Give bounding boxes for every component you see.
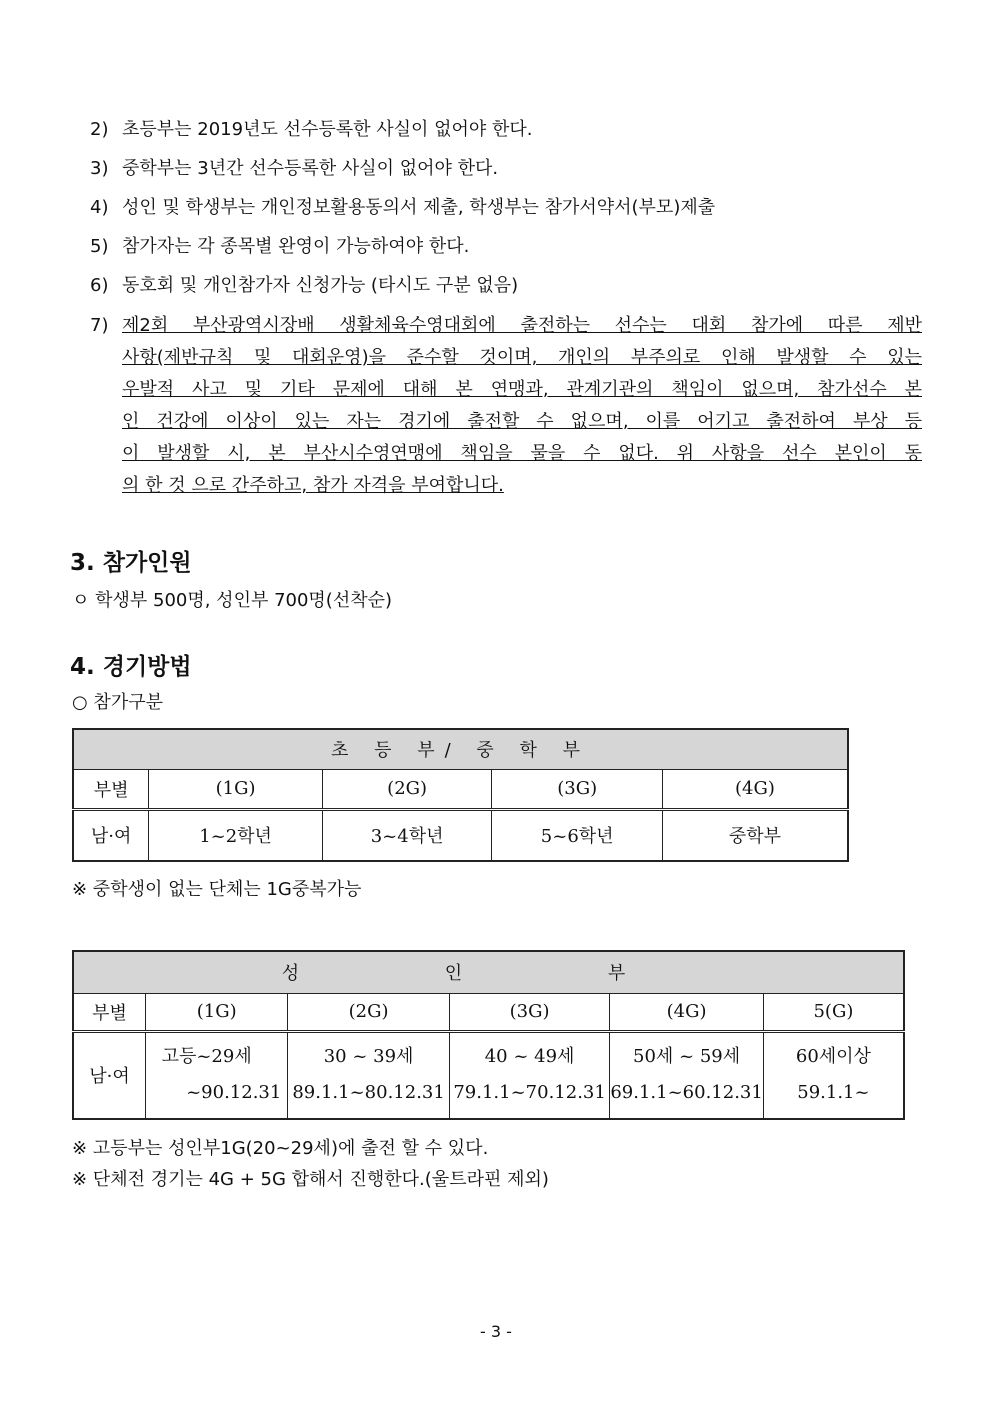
table-header-cell: 부별 [73,993,145,1031]
participants-line: ㅇ 학생부 500명, 성인부 700명(선착순) [72,590,393,611]
adult-note-2: ※ 단체전 경기는 4G + 5G 합해서 진행한다.(울트라핀 제외) [72,1169,549,1190]
rule-text: 성인 및 학생부는 개인정보활용동의서 제출, 학생부는 참가서약서(부모)제출 [122,197,716,218]
rule-number: 7) [90,315,109,336]
birth-range: ~90.12.31 [186,1082,282,1104]
paragraph-line: 의 한 것 으로 간주하고, 참가 자격을 부여합니다. [122,475,504,496]
table-cell: 중학부 [662,809,848,861]
category-subtitle: ○ 참가구분 [72,692,163,713]
rule-number: 6) [90,275,109,296]
age-cell [610,1031,764,1119]
age-cell [145,1031,287,1119]
paragraph-line: 사항(제반규칙 및 대회운영)을 준수할 것이며, 개인의 부주의로 인해 발생할 수 있는 [122,347,922,368]
rule-text: 중학부는 3년간 선수등록한 사실이 없어야 한다. [122,158,499,179]
youth-division-table [72,728,849,862]
age-range: 고등~29세 [161,1046,252,1068]
page-number: - 3 - [480,1322,512,1341]
table-header-cell: (2G) [288,993,449,1031]
rule-text: 참가자는 각 종목별 완영이 가능하여야 한다. [122,236,470,257]
table-cell: 남·여 [73,1031,145,1119]
rule-item-3 [90,154,925,184]
table-title: 성 인 부 [73,951,904,993]
adult-note-1: ※ 고등부는 성인부1G(20~29세)에 출전 할 수 있다. [72,1138,489,1159]
table-header-cell: (3G) [449,993,610,1031]
table-header-cell: (3G) [492,769,663,809]
table-header-cell: (4G) [610,993,764,1031]
rule-number: 2) [90,119,109,140]
table-header-cell: (2G) [322,769,492,809]
table-header-cell: (4G) [662,769,848,809]
birth-range: 59.1.1~ [797,1082,870,1104]
age-range: 50세 ~ 59세 [633,1046,741,1068]
birth-range: 79.1.1~70.12.31 [453,1082,606,1104]
section-3-heading: 3. 참가인원 [70,550,192,576]
table-header-cell: (1G) [149,769,323,809]
rule-item-6 [90,271,925,301]
age-cell [763,1031,904,1119]
rule-number: 3) [90,158,109,179]
adult-division-table [72,950,905,1120]
table-header-cell: (1G) [145,993,287,1031]
birth-range: 89.1.1~80.12.31 [292,1082,445,1104]
age-range: 30 ~ 39세 [323,1046,414,1068]
paragraph-line: 인 건강에 이상이 있는 자는 경기에 출전할 수 없으며, 이를 어기고 출전하여 부상 등 [122,411,922,432]
rule-item-2 [90,115,925,145]
table-header-cell: 5(G) [763,993,904,1031]
paragraph-line: 제2회 부산광역시장배 생활체육수영대회에 출전하는 선수는 대회 참가에 따른 제반 [122,315,922,336]
rule-text: 초등부는 2019년도 선수등록한 사실이 없어야 한다. [122,119,533,140]
birth-range: 69.1.1~60.12.31 [610,1082,763,1104]
age-range: 60세이상 [795,1046,871,1068]
age-cell [288,1031,449,1119]
table-header-cell: 부별 [73,769,149,809]
rule-item-5 [90,232,925,262]
rule-number: 4) [90,197,109,218]
table-title: 초 등 부/ 중 학 부 [73,729,848,769]
paragraph-line: 우발적 사고 및 기타 문제에 대해 본 연맹과, 관계기관의 책임이 없으며, 참가선수 본 [122,379,922,400]
rule-number: 5) [90,236,109,257]
age-range: 40 ~ 49세 [484,1046,575,1068]
age-cell [449,1031,610,1119]
youth-note: ※ 중학생이 없는 단체는 1G중복가능 [72,879,362,900]
table-cell: 1~2학년 [149,809,323,861]
table-cell: 남·여 [73,809,149,861]
rule-item-4 [90,193,925,223]
rule-7-paragraph [122,310,922,502]
rule-text: 동호회 및 개인참가자 신청가능 (타시도 구분 없음) [122,275,519,296]
table-cell: 5~6학년 [492,809,663,861]
section-4-heading: 4. 경기방법 [70,654,192,680]
table-cell: 3~4학년 [322,809,492,861]
paragraph-line: 이 발생할 시, 본 부산시수영연맹에 책임을 물을 수 없다. 위 사항을 선수 본인이 동 [122,443,922,464]
